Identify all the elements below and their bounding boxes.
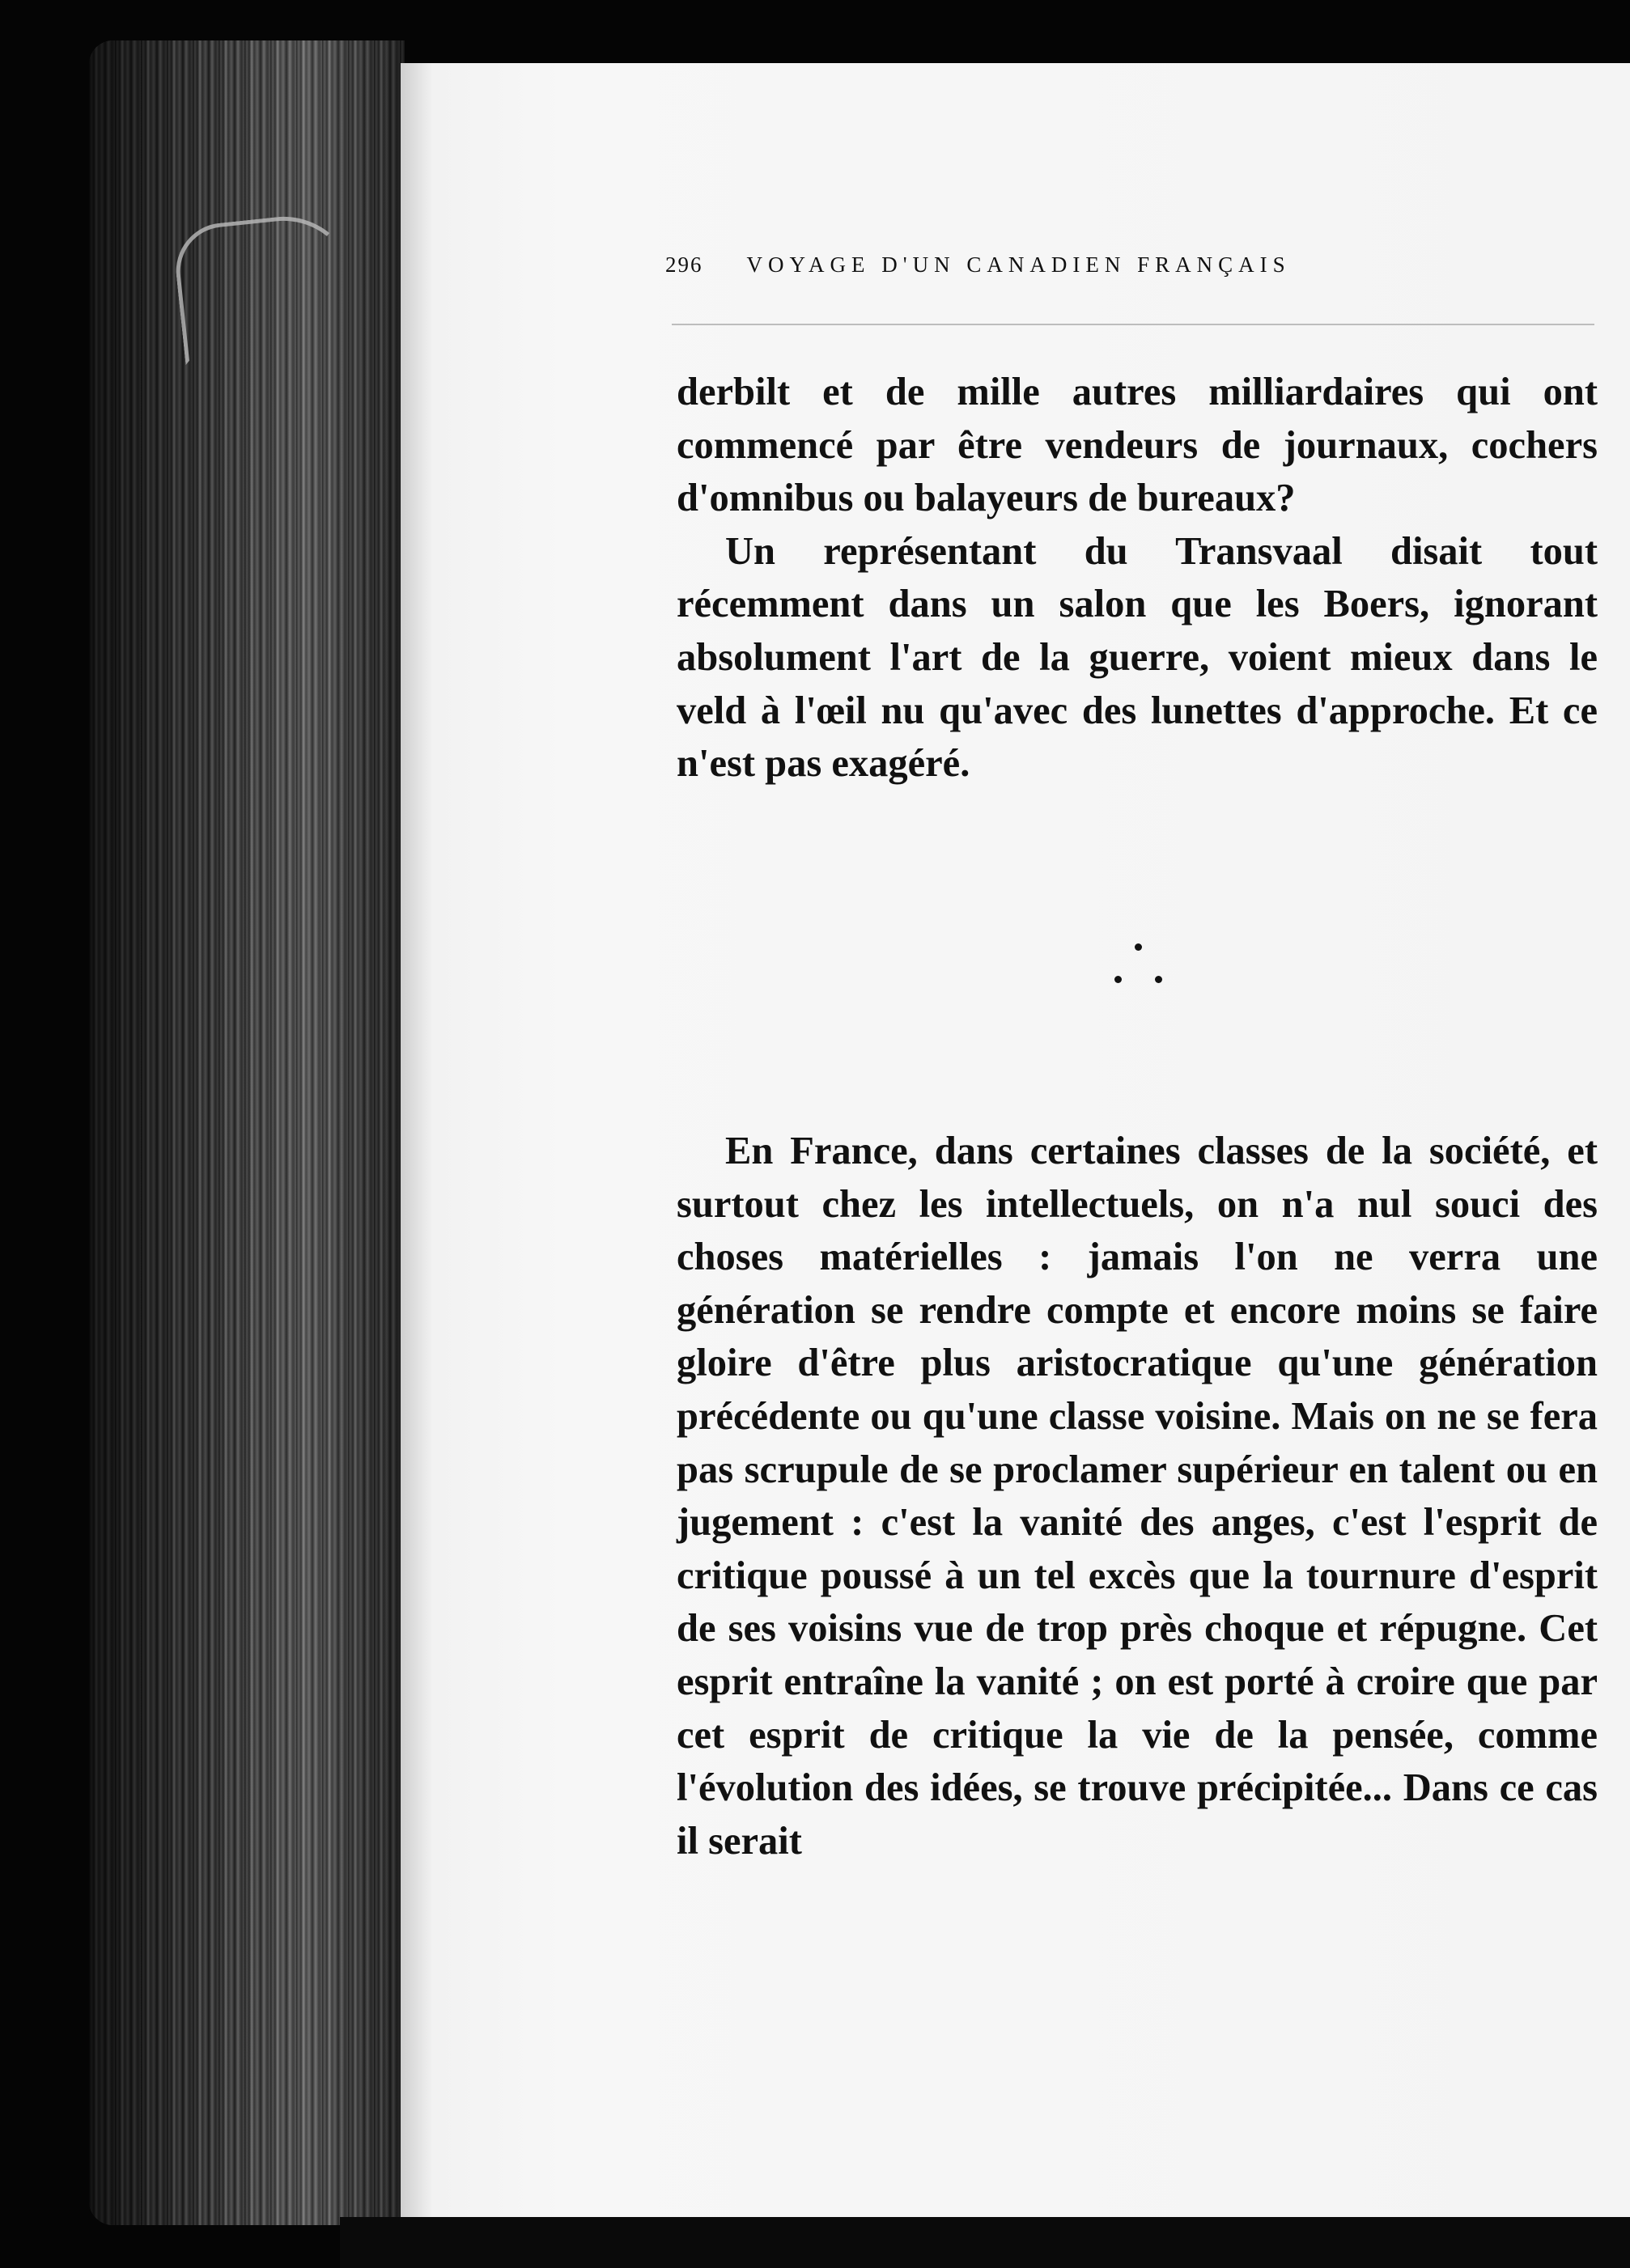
running-header xyxy=(665,252,1596,293)
paragraph-transvaal: Un représentant du Transvaal disait tout récemment dans un salon que les Boers, ignorant absolument l'art de la guerre, voient mieux dans le veld à l'œil nu qu'avec des lunettes d'approche. Et ce n'est pas exagéré. xyxy=(677,529,1598,786)
page-number: 296 xyxy=(665,252,703,277)
asterism-dot xyxy=(1114,976,1122,983)
text-block-top xyxy=(677,366,1598,791)
asterism-separator xyxy=(1097,931,1178,995)
asterism-dot xyxy=(1135,943,1142,951)
book-edge-shadow xyxy=(89,40,405,2225)
text-block-bottom xyxy=(677,1125,1598,1867)
scan-bottom-edge xyxy=(340,2217,1630,2268)
header-rule xyxy=(672,324,1594,325)
running-title: VOYAGE D'UN CANADIEN FRANÇAIS xyxy=(746,252,1291,277)
asterism-dot xyxy=(1155,976,1162,983)
paragraph-continuation: derbilt et de mille autres milliardaires qui ont commencé par être vendeurs de journaux, cochers d'omnibus ou balayeurs de bureaux? xyxy=(677,371,1598,520)
paragraph-france: En France, dans certaines classes de la société, et surtout chez les intellectuels, on n'a nul souci des choses matérielles : jamais l'on ne verra une génération se rendre compte et encore moins se faire gloire d'être plus aristocratique qu'une génération précédente ou qu'une classe voisine. Mais on ne se fera pas scrupule de se proclamer supérieur en talent ou en jugement : c'est la vanité des anges, c'est l'esprit de critique poussé à un tel excès que la tournure d'esprit de ses voisins vue de trop près choque et répugne. Cet esprit entraîne la vanité ; on est porté à croire que par cet esprit de critique la vie de la pensée, comme l'évolution des idées, se trouve précipitée... Dans ce cas il serait xyxy=(677,1130,1598,1863)
